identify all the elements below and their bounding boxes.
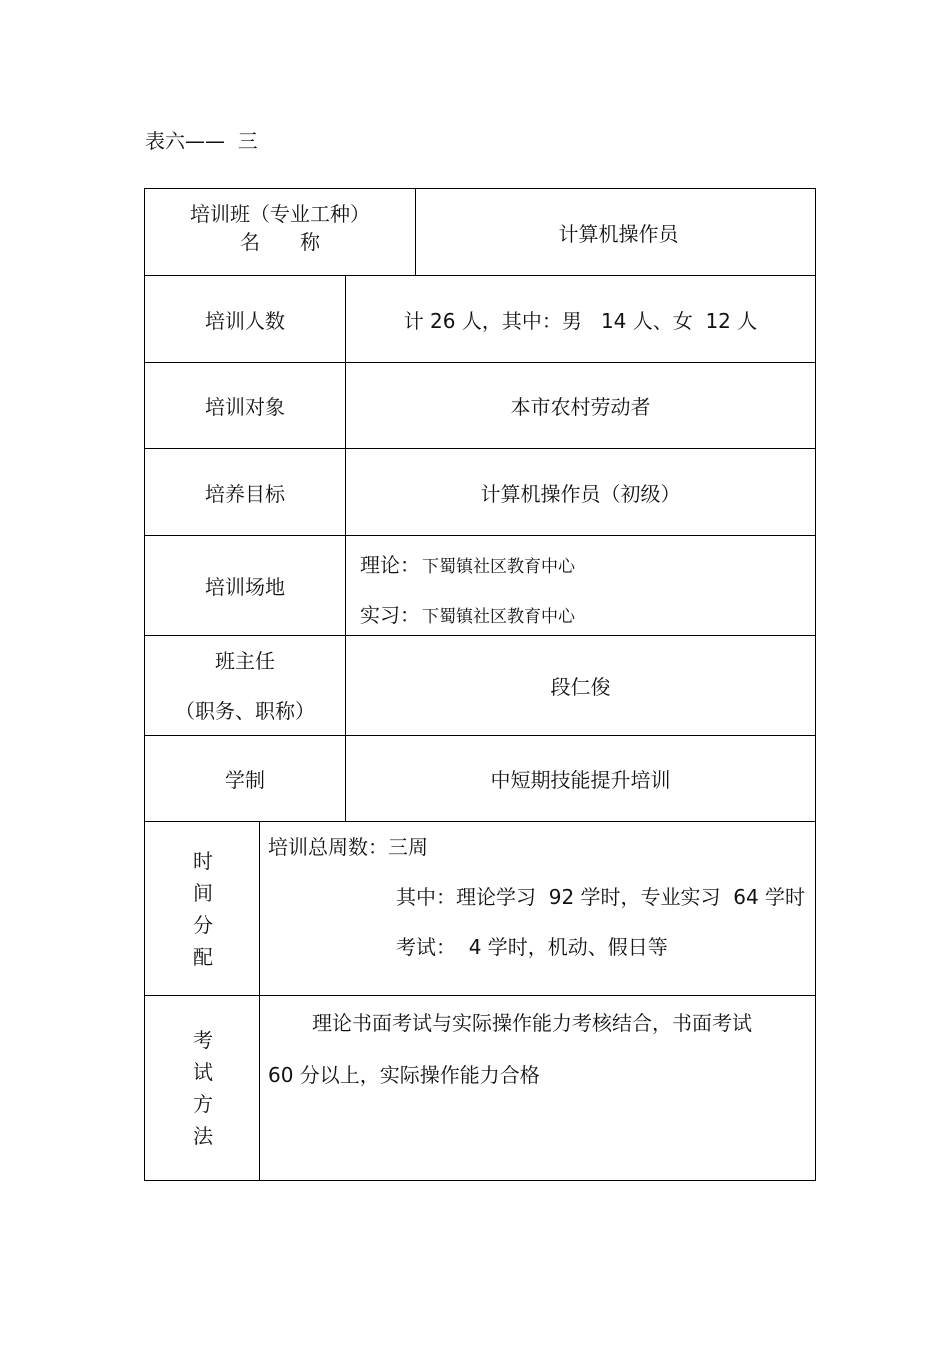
time-allocation-label-char-4: 配 xyxy=(193,944,213,969)
time-breakdown: 其中：理论学习 92 学时，专业实习 64 学时 xyxy=(396,885,806,909)
row-time-allocation xyxy=(144,822,816,996)
exam-method-label-char-4: 法 xyxy=(193,1124,213,1148)
class-name-label-line1: 培训班（专业工种） xyxy=(190,202,370,226)
venue-theory-line xyxy=(358,549,575,577)
program-type-label: 学制 xyxy=(145,736,346,821)
exam-method-value xyxy=(260,996,815,1180)
row-training-goal xyxy=(144,449,816,536)
venue-theory-label: 理论： xyxy=(360,552,420,577)
page-caption: 表六—— 三 xyxy=(145,129,258,153)
row-program-type xyxy=(144,736,816,822)
row-venue xyxy=(144,536,816,636)
time-allocation-value xyxy=(260,822,815,995)
time-allocation-label xyxy=(145,822,260,995)
row-head-teacher xyxy=(144,636,816,736)
row-class-name xyxy=(144,188,816,276)
exam-method-text: 理论书面考试与实际操作能力考核结合，书面考试 60 分以上，实际操作能力合格 xyxy=(268,1011,752,1087)
venue-theory-value: 下蜀镇社区教育中心 xyxy=(422,556,575,577)
head-teacher-label xyxy=(145,636,346,735)
trainee-count-label: 培训人数 xyxy=(145,276,346,362)
class-name-label xyxy=(145,189,416,275)
program-type-value: 中短期技能提升培训 xyxy=(490,768,671,792)
venue-value xyxy=(346,536,815,635)
training-goal-label: 培养目标 xyxy=(145,449,346,535)
exam-method-label-char-2: 试 xyxy=(193,1060,213,1084)
venue-practice-line xyxy=(358,599,575,627)
training-goal-value: 计算机操作员（初级） xyxy=(480,481,681,506)
target-group-label: 培训对象 xyxy=(145,363,346,448)
trainee-count-value: 计 26 人，其中：男 14 人、女 12 人 xyxy=(403,308,758,333)
venue-label: 培训场地 xyxy=(145,536,346,635)
head-teacher-value: 段仁俊 xyxy=(550,675,611,699)
class-name-label-line2: 名 称 xyxy=(240,230,320,254)
venue-practice-value: 下蜀镇社区教育中心 xyxy=(422,606,575,627)
time-allocation-label-char-2: 间 xyxy=(193,880,213,905)
row-trainee-count xyxy=(144,276,816,363)
row-exam-method xyxy=(144,996,816,1181)
time-allocation-label-char-1: 时 xyxy=(193,848,213,873)
training-form-table xyxy=(144,188,816,1181)
class-name-value: 计算机操作员 xyxy=(558,221,679,246)
exam-method-label-char-3: 方 xyxy=(193,1092,213,1116)
exam-method-label xyxy=(145,996,260,1180)
time-total-weeks: 培训总周数：三周 xyxy=(268,835,428,859)
venue-practice-label: 实习： xyxy=(360,602,420,627)
head-teacher-label-line1: 班主任 xyxy=(215,648,275,673)
exam-method-label-char-1: 考 xyxy=(193,1028,213,1052)
target-group-value: 本市农村劳动者 xyxy=(510,395,651,419)
time-exam-hours: 考试： 4 学时，机动、假日等 xyxy=(396,935,668,959)
row-target-group xyxy=(144,363,816,449)
head-teacher-label-line2: （职务、职称） xyxy=(175,698,315,723)
time-allocation-label-char-3: 分 xyxy=(193,912,213,937)
